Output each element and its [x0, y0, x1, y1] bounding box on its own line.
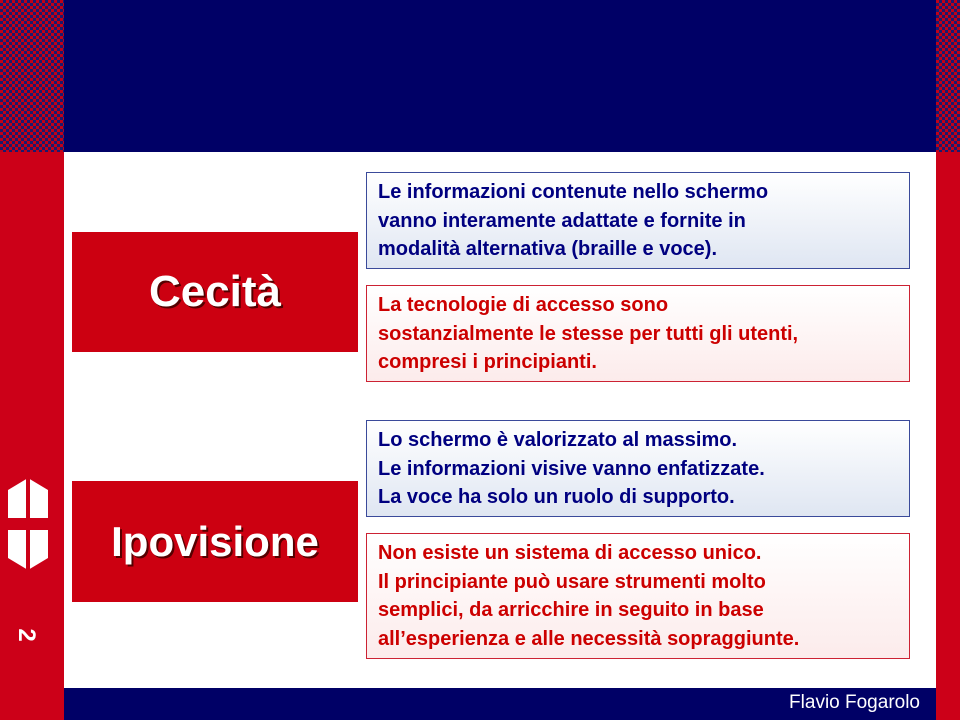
info-box-cecita-1 [366, 172, 910, 269]
logo-divider [26, 478, 30, 570]
text-line: Non esiste un sistema di accesso unico. [378, 542, 762, 564]
category-cecita: Cecità [72, 232, 358, 352]
info-box-cecita-2 [366, 285, 910, 382]
text-line: vanno interamente adattate e fornite in [378, 209, 746, 232]
info-box-ipovisione-1 [366, 420, 910, 517]
text-line: Le informazioni contenute nello schermo [378, 181, 769, 203]
info-box-ipovisione-2 [366, 533, 910, 659]
text-line: Il principiante può usare strumenti molto [378, 570, 766, 593]
logo-icon [8, 478, 48, 570]
text-line: sostanzialmente le stesse per tutti gli utenti, [378, 322, 799, 345]
text-line: Le informazioni visive vanno enfatizzate. [378, 457, 765, 480]
category-ipovisione: Ipovisione [72, 481, 358, 602]
text-line: La voce ha solo un ruolo di supporto. [378, 486, 735, 508]
right-sidebar-bar [936, 152, 960, 720]
text-line: La tecnologie di accesso sono [378, 294, 669, 316]
page-number: 2 [13, 628, 40, 642]
text-line: compresi i principianti. [378, 351, 597, 373]
text-line: modalità alternativa (braille e voce). [378, 238, 718, 260]
text-line: semplici, da arricchire in seguito in base [378, 599, 764, 621]
checker-pattern-left [0, 0, 64, 152]
checker-pattern-right [936, 0, 960, 152]
text-line: all’esperienza e alle necessità sopraggiunte. [378, 627, 800, 650]
header-band [64, 0, 936, 152]
footer-author: Flavio Fogarolo [789, 692, 920, 713]
text-line: Lo schermo è valorizzato al massimo. [378, 429, 738, 451]
